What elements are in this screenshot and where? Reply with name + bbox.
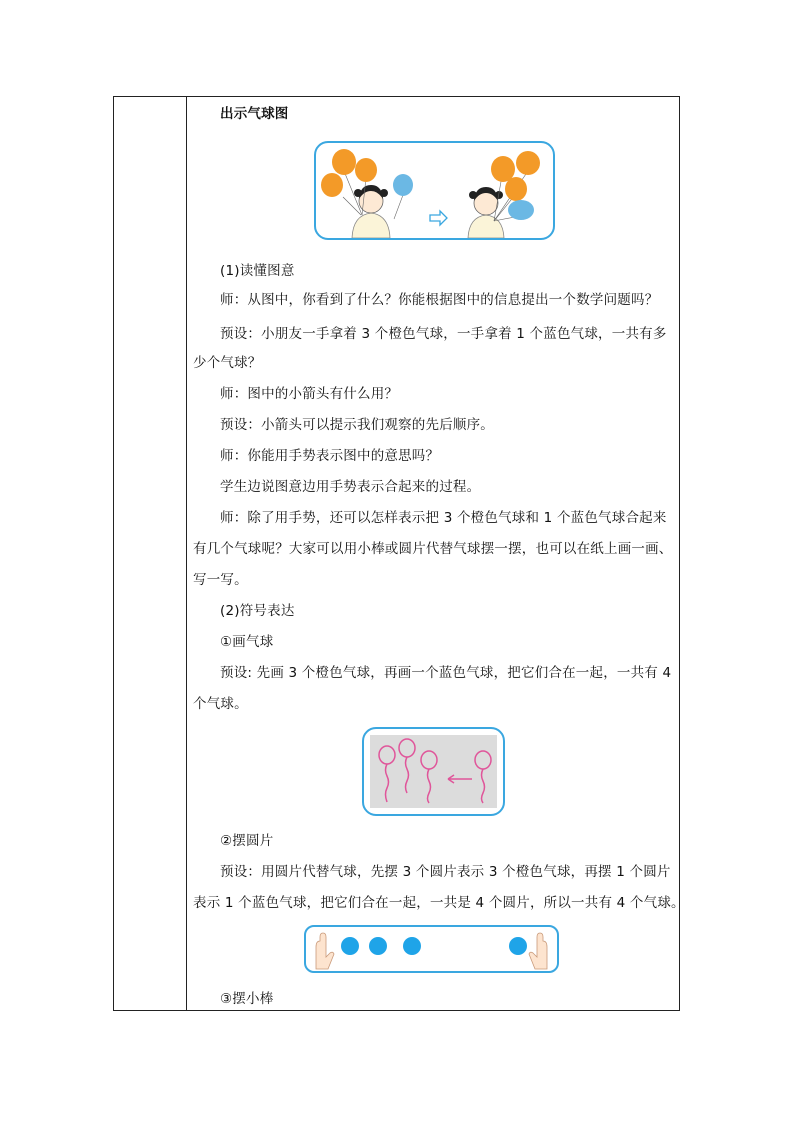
drawing-figure — [362, 727, 505, 816]
right-balloons — [491, 151, 540, 220]
body-line: 有几个气球呢？大家可以用小棒或圆片代替气球摆一摆，也可以在纸上画一画、 — [193, 541, 673, 557]
body-line: 个气球。 — [193, 696, 248, 712]
right-disc — [509, 937, 527, 955]
body-line: 预设：小朋友一手拿着 3 个橙色气球，一手拿着 1 个蓝色气球，一共有多 — [220, 326, 667, 342]
disc-illustration — [306, 927, 557, 971]
body-line: 师：除了用手势，还可以怎样表示把 3 个橙色气球和 1 个蓝色气球合起来 — [220, 510, 667, 526]
balloon-figure — [314, 141, 555, 240]
body-line: 表示 1 个蓝色气球，把它们合在一起，一共是 4 个圆片，所以一共有 4 个气球。 — [193, 895, 685, 911]
body-line: 学生边说图意边用手势表示合起来的过程。 — [220, 479, 481, 495]
sub1-title: ①画气球 — [220, 634, 274, 650]
balloon-drawing — [364, 729, 503, 814]
disc-figure — [304, 925, 559, 973]
body-line: 预设：用圆片代替气球，先摆 3 个圆片表示 3 个橙色气球，再摆 1 个圆片 — [220, 864, 671, 880]
body-line: 预设: 先画 3 个橙色气球，再画一个蓝色气球，把它们合在一起，一共有 4 — [220, 665, 672, 681]
section1-title: (1)读懂图意 — [220, 263, 295, 279]
body-line: 写一写。 — [193, 572, 248, 588]
right-arrow-icon — [430, 211, 447, 225]
left-discs — [341, 937, 421, 955]
section-heading: 出示气球图 — [220, 106, 289, 122]
body-line: 师：图中的小箭头有什么用？ — [220, 386, 399, 402]
column-divider — [186, 97, 187, 1010]
body-line: 少个气球？ — [193, 355, 262, 371]
body-line: 预设：小箭头可以提示我们观察的先后顺序。 — [220, 417, 494, 433]
sub3-title: ③摆小棒 — [220, 991, 274, 1007]
sub2-title: ②摆圆片 — [220, 833, 274, 849]
left-hand-icon — [316, 933, 334, 969]
body-line: 师：从图中，你看到了什么？你能根据图中的信息提出一个数学问题吗？ — [220, 292, 659, 308]
section2-title: (2)符号表达 — [220, 603, 295, 619]
right-hand-icon — [529, 933, 547, 969]
body-line: 师：你能用手势表示图中的意思吗？ — [220, 448, 440, 464]
balloon-illustration — [316, 143, 553, 238]
